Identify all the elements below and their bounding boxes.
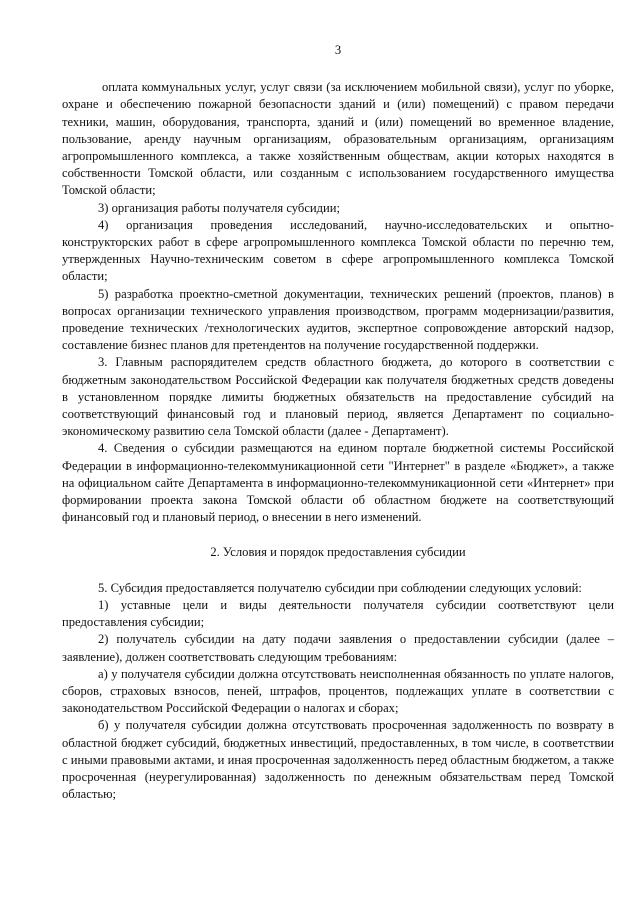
- paragraph-utilities: оплата коммунальных услуг, услуг связи (за исключением мобильной связи), услуг по уборке, охране и обеспечению пожарной безопасности зданий и (или) помещений) с правом передачи техники, машин, оборудования, транспорта, зданий и (или) помещений во временное владение, пользование, аренду научным организациям, образовательным организациям, организациям агропромышленного комплекса, а также хозяйственным обществам, акции которых находятся в собственности Томской области, или созданным с использованием государственного имущества Томской области;: [62, 80, 614, 198]
- page-number: 3: [334, 43, 342, 57]
- paragraph-item-5: 5) разработка проектно-сметной документации, технических решений (проектов, планов) в вопросах организации технического управления производством, программ модернизации/развития, проведение технических /технологических аудитов, экспертное сопровождение авторский надзор, составление бизнес планов для претендентов на получение государственной поддержки.: [62, 286, 614, 353]
- section-heading: 2. Условия и порядок предоставления субсидии: [210, 545, 466, 560]
- paragraph-clause-4: 4. Сведения о субсидии размещаются на едином портале бюджетной системы Российской Федерации в информационно-телекоммуникационной сети "Интернет" в разделе «Бюджет», а также на официальном сайте Департамента в информационно-телекоммуникационной сети «Интернет» при формировании проекта закона Томской области об областном бюджете на соответствующий финансовый год и плановый период, о внесении в него изменений.: [62, 441, 614, 525]
- paragraph-requirement-b: б) у получателя субсидии должна отсутствовать просроченная задолженность по возврату в областной бюджет субсидий, бюджетных инвестиций, предоставленных, в том числе, в соответствии с иными правовыми актами, и иная просроченная задолженность перед областным бюджетом, а также просроченная (неурегулированная) задолженность по денежным обязательствам перед Томской областью;: [62, 718, 614, 802]
- paragraph-clause-3: 3. Главным распорядителем средств областного бюджета, до которого в соответствии с бюджетным законодательством Российской Федерации как получателя бюджетных средств доведены в установленном порядке лимиты бюджетных обязательств на предоставление субсидий на соответствующий финансовый год и плановый период, является Департамент по социально-экономическому развитию села Томской области (далее - Департамент).: [62, 355, 614, 439]
- paragraph-item-3: 3) организация работы получателя субсидии;: [98, 200, 341, 215]
- paragraph-clause-5: 5. Субсидия предоставляется получателю субсидии при соблюдении следующих условий:: [98, 580, 582, 595]
- paragraph-condition-2: 2) получатель субсидии на дату подачи заявления о предоставлении субсидии (далее – заявление), должен соответствовать следующим требованиям:: [62, 632, 614, 664]
- paragraph-condition-1: 1) уставные цели и виды деятельности получателя субсидии соответствуют цели предоставления субсидии;: [62, 597, 614, 630]
- paragraph-item-4: 4) организация проведения исследований, научно-исследовательских и опытно-конструкторских работ в сфере агропромышленного комплекса Томской области по перечню тем, утвержденных Научно-техническим советом в сфере агропромышленного комплекса Томской области;: [62, 217, 614, 284]
- paragraph-requirement-a: а) у получателя субсидии должна отсутствовать неисполненная обязанность по уплате налогов, сборов, страховых взносов, пеней, штрафов, процентов, подлежащих уплате в соответствии с законодательством Российской Федерации о налогах и сборах;: [62, 666, 614, 716]
